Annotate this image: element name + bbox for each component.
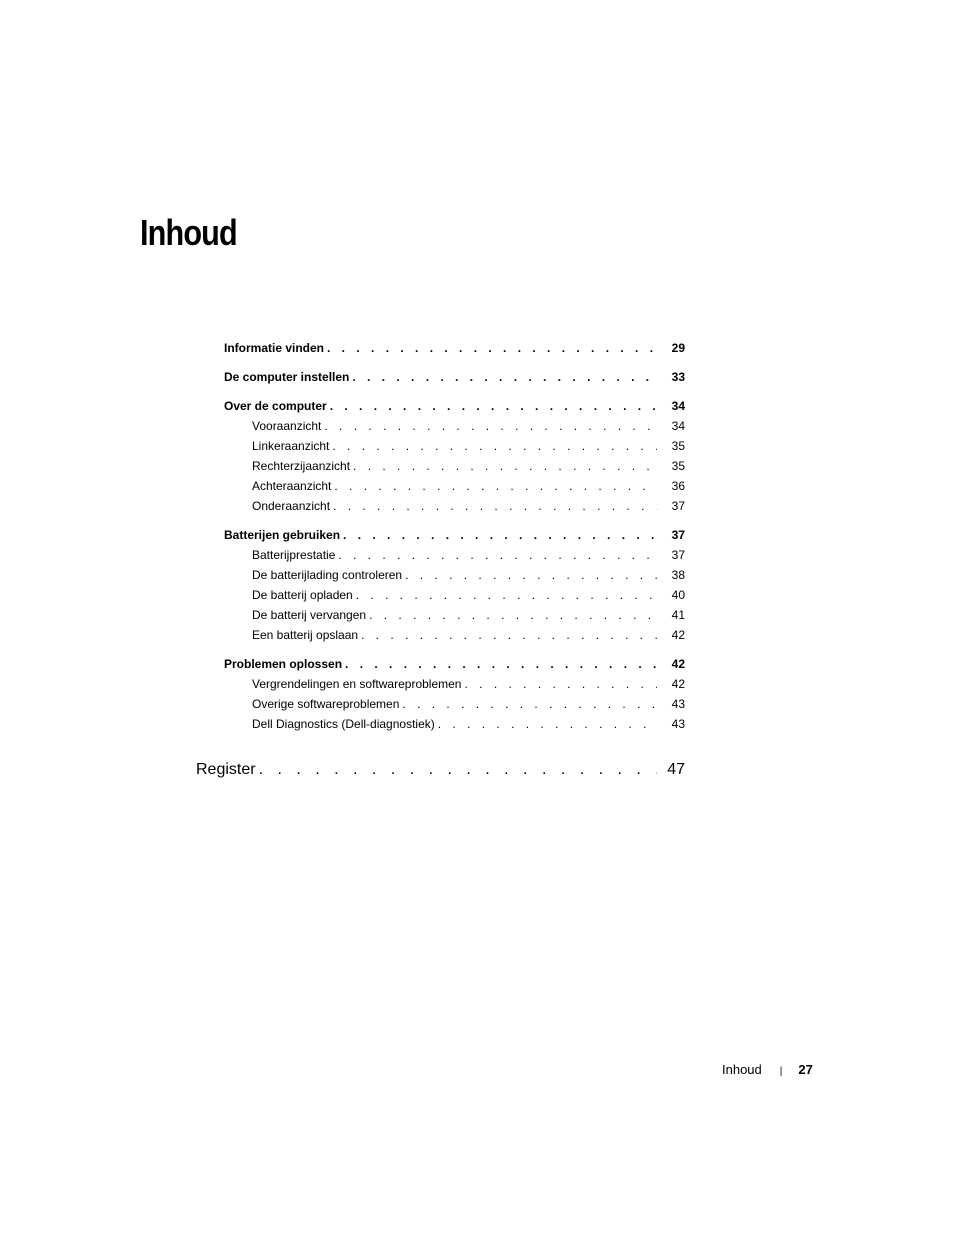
toc-entry-label: Achteraanzicht [252,479,332,493]
dot-leader [324,416,657,436]
toc-entry-label: De batterij opladen [252,588,353,602]
toc-entry[interactable] [224,674,685,694]
toc-entry-page: 34 [671,419,685,433]
toc-entry-page: 42 [671,657,685,671]
dot-leader [259,758,657,782]
toc-entry-label: Informatie vinden [224,341,325,355]
toc-entry[interactable] [224,396,685,416]
toc-entry-label: Vooraanzicht [252,419,322,433]
toc-entry[interactable] [224,545,685,565]
table-of-contents [196,338,685,778]
toc-entry-page: 29 [671,341,685,355]
toc-entry-label: Register [196,761,256,778]
toc-entry[interactable] [224,436,685,456]
dot-leader [353,456,657,476]
toc-entry-page: 33 [671,370,685,384]
dot-leader [332,436,657,456]
toc-entry[interactable] [224,625,685,645]
toc-entry-page: 37 [671,528,685,542]
toc-entry-page: 34 [671,399,685,413]
toc-entry-page: 40 [671,588,685,602]
toc-entry-page: 35 [671,439,685,453]
dot-leader [405,565,657,585]
toc-entry-label: Batterijprestatie [252,548,336,562]
toc-entry-page: 36 [671,479,685,493]
toc-entry-label: Overige softwareproblemen [252,697,400,711]
dot-leader [327,338,657,358]
toc-entry-page: 47 [667,761,685,778]
toc-entry[interactable] [224,416,685,436]
toc-entry[interactable] [224,585,685,605]
toc-entry-page: 37 [671,548,685,562]
toc-entry[interactable] [224,714,685,734]
page-title: Inhoud [140,212,237,253]
toc-entry-page: 41 [671,608,685,622]
toc-entry[interactable] [224,338,685,358]
dot-leader [352,367,657,387]
toc-entry-label: De batterij vervangen [252,608,367,622]
toc-entry-label: Onderaanzicht [252,499,331,513]
toc-entry-page: 38 [671,568,685,582]
toc-entry-label: Rechterzijaanzicht [252,459,351,473]
toc-entry-label: De batterijlading controleren [252,568,403,582]
dot-leader [334,476,657,496]
toc-entry-page: 42 [671,628,685,642]
toc-entry-page: 43 [671,717,685,731]
toc-entry-page: 43 [671,697,685,711]
dot-leader [330,396,657,416]
toc-entry[interactable] [224,694,685,714]
dot-leader [438,714,657,734]
toc-entry-page: 37 [671,499,685,513]
dot-leader [361,625,657,645]
toc-entry-label: Vergrendelingen en softwareproblemen [252,677,462,691]
page-footer [722,1062,813,1077]
dot-leader [345,654,657,674]
dot-leader [343,525,657,545]
dot-leader [338,545,657,565]
toc-entry[interactable] [224,654,685,674]
toc-entry[interactable] [224,496,685,516]
toc-entry-label: De computer instellen [224,370,350,384]
toc-entry-label: Over de computer [224,399,327,413]
toc-entry-label: Dell Diagnostics (Dell-diagnostiek) [252,717,435,731]
toc-entry[interactable] [224,367,685,387]
footer-section-title: Inhoud [722,1062,762,1077]
toc-entry-register[interactable] [196,758,685,782]
toc-entry-label: Linkeraanzicht [252,439,330,453]
footer-page-number: 27 [798,1062,813,1077]
toc-entry[interactable] [224,565,685,585]
toc-entry-label: Batterijen gebruiken [224,528,341,542]
toc-entry[interactable] [224,605,685,625]
toc-entry-label: Een batterij opslaan [252,628,359,642]
dot-leader [369,605,657,625]
toc-entry[interactable] [224,476,685,496]
toc-entry-label: Problemen oplossen [224,657,343,671]
toc-entry[interactable] [224,456,685,476]
dot-leader [464,674,657,694]
dot-leader [333,496,657,516]
dot-leader [402,694,657,714]
dot-leader [356,585,657,605]
toc-entry-page: 35 [671,459,685,473]
footer-separator: | [779,1066,783,1077]
toc-entry-page: 42 [671,677,685,691]
toc-entry[interactable] [224,525,685,545]
